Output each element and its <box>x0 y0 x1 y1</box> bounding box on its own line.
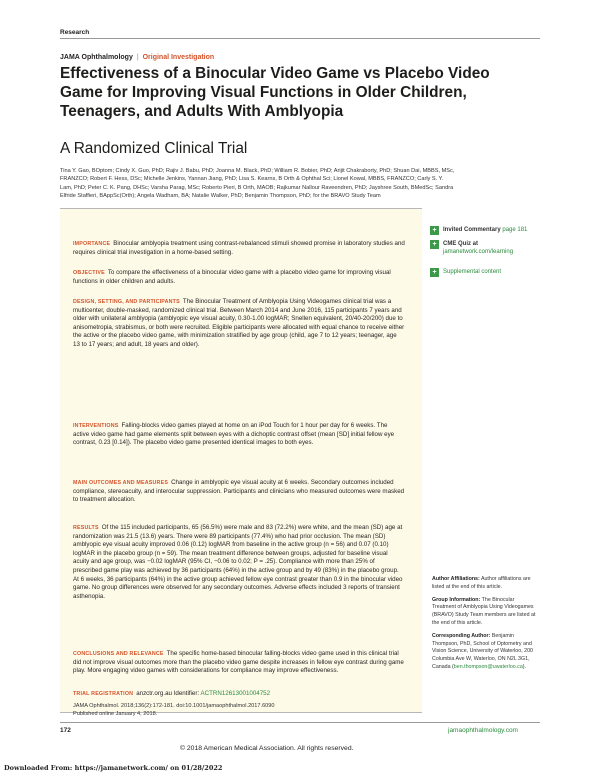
corresponding-author <box>432 633 536 672</box>
article-subtitle: A Randomized Clinical Trial <box>60 140 248 157</box>
corr-label: Corresponding Author: <box>432 632 491 639</box>
registration-heading: TRIAL REGISTRATION <box>73 691 134 697</box>
aff-label: Author Affiliations: <box>432 576 480 582</box>
abstract-registration <box>73 690 405 699</box>
abstract-outcomes <box>73 479 405 505</box>
importance-text: Binocular amblyopia treatment using contrast-rebalanced stimuli showed promise in laboratory studies and requires clinical trial investigation in a home-based setting. <box>73 240 405 256</box>
aff-text: Author affiliations are listed at the end of this article. <box>432 576 531 590</box>
supplemental-label[interactable]: Supplemental content <box>443 269 502 275</box>
affiliations-block <box>432 576 536 672</box>
abstract-results <box>73 524 405 601</box>
journal-name: JAMA Ophthalmology <box>60 54 133 61</box>
section-label: Research <box>60 29 90 36</box>
design-text: The Binocular Treatment of Amblyopia Using Videogames clinical trial was a multicenter, double-masked, randomized clinical trial. Between March 2014 and June 2016, 115 participants 7 years and older with unilateral amblyopia (amblyopic eye visual acuity, 0.30-1.00 logMAR; Snellen equivalent, 20/40-20/200) due to anisometropia, strabismus, or both were recruited. Eligible participants were allocated with equal chance to receive either the active or the placebo video game, with minimization stratified by age group (child, age 7 to 12 years; teenager, age 13 to 17 years; and adult, 18 years and older). <box>73 298 405 348</box>
objective-heading: OBJECTIVE <box>73 270 105 276</box>
registration-text: anzctr.org.au Identifier: <box>136 690 200 697</box>
conclusions-heading: CONCLUSIONS AND RELEVANCE <box>73 651 164 657</box>
registration-link[interactable]: ACTRN12613001004752 <box>200 690 271 697</box>
results-text: Of the 115 included participants, 65 (56.5%) were male and 83 (72.2%) were white, and the mean (SD) age at randomization was 21.5 (13.6) years. There were 89 participants (77.4%) who had prior occlusion. The mean (SD) amblyopic eye visual acuity improved 0.06 (0.12) logMAR from baseline in the active group (n = 56) and 0.07 (0.10) logMAR in the placebo group (n = 59). The mean treatment difference between groups, adjusted for baseline visual acuity and age group, was −0.02 logMAR (95% CI, −0.06 to 0.02; P = .25). Compliance with more than 25% of prescribed game play was achieved by 36 participants (64%) in the active group and by 49 (83%) in the placebo group. At 6 weeks, 36 participants (64%) in the active group achieved fellow eye contrast greater than 0.9 in the binocular video game. No group differences were observed for any secondary outcomes. Adverse effects included 3 reports of transient asthenopia. <box>73 524 403 600</box>
interventions-heading: INTERVENTIONS <box>73 423 119 429</box>
published-line: Published online January 4, 2018. <box>73 710 158 717</box>
abstract-conclusions <box>73 650 405 676</box>
abstract-interventions <box>73 422 405 448</box>
copyright-notice: © 2018 American Medical Association. All rights reserved. <box>180 745 354 752</box>
group-text: The Binocular Treatment of Amblyopia Using Videogames (BRAVO) Study Team members are listed at the end of this article. <box>432 596 536 626</box>
corr-email-link[interactable]: ben.thompson@uwaterloo.ca <box>453 663 523 670</box>
interventions-text: Falling-blocks video games played at home on an iPod Touch for 1 hour per day for 6 weeks. The active video game had game elements split between eyes with a dichoptic contrast offset (mean [SD] initial fellow eye contrast, 0.23 [0.14]). The placebo video game presented identical images to both eyes. <box>73 422 395 447</box>
conclusions-text: The specific home-based binocular falling-blocks video game used in this clinical trial did not improve visual outcomes more than the placebo video game despite increases in fellow eye contrast during game play. More engaging video games with considerations for compliance may improve effectiveness. <box>73 650 404 675</box>
plus-icon: + <box>430 268 439 277</box>
citation-line: JAMA Ophthalmol. 2018;136(2):172-181. doi:10.1001/jamaophthalmol.2017.6090 <box>73 703 275 709</box>
corr-text: Benjamin Thompson, PhD, School of Optometry and Vision Science, University of Waterloo, 200 Columbia Ave W, Waterloo, ON N2L 3G1, Canada ( <box>432 632 533 670</box>
invited-commentary-label: Invited Commentary <box>443 227 501 233</box>
journal-website-link[interactable]: jamaophthalmology.com <box>448 727 518 734</box>
plus-icon: + <box>430 240 439 249</box>
cme-quiz-text <box>443 240 513 257</box>
header-divider <box>60 38 540 39</box>
footer-divider <box>60 722 540 723</box>
abstract-box <box>60 208 422 713</box>
objective-text: To compare the effectiveness of a binocular video game with a placebo video game for improving visual functions in older children and adults. <box>73 269 391 285</box>
article-type: Original Investigation <box>142 54 215 61</box>
importance-heading: IMPORTANCE <box>73 241 111 247</box>
article-title: Effectiveness of a Binocular Video Game vs Placebo Video Game for Improving Visual Functions in Older Children, Teenagers, and Adults With Amblyopia <box>60 65 490 120</box>
corr-end: ). <box>522 663 527 670</box>
plus-icon: + <box>430 226 439 235</box>
invited-commentary-text <box>443 226 527 234</box>
results-heading: RESULTS <box>73 525 99 531</box>
outcomes-text: Change in amblyopic eye visual acuity at 6 weeks. Secondary outcomes included compliance, stereoacuity, and interocular suppression. Participants and clinicians who measured outcomes were masked to treatment allocation. <box>73 479 405 504</box>
journal-separator: | <box>136 54 139 61</box>
sidebar-links <box>430 226 542 286</box>
cme-quiz-link[interactable]: jamanetwork.com/learning <box>443 249 514 256</box>
invited-commentary-page[interactable]: page 181 <box>502 227 528 233</box>
citation-block <box>73 703 413 718</box>
download-stamp: Downloaded From: https://jamanetwork.com/ on 01/28/2022 <box>4 764 223 772</box>
design-heading: DESIGN, SETTING, AND PARTICIPANTS <box>73 299 180 305</box>
group-label: Group Information: <box>432 596 481 603</box>
abstract-objective <box>73 269 405 286</box>
page-number: 172 <box>60 727 71 734</box>
journal-line <box>60 54 214 61</box>
author-list: Tina Y. Gao, BOptom; Cindy X. Guo, PhD; Rajiv J. Babu, PhD; Joanna M. Black, PhD; William R. Bobier, PhD; Arijit Chakraborty, PhD; Shuan Dai, MBBS, MSc, FRANZCO; Robert F. Hess, DSc; Michelle Jenkins, Yannan Jiang, PhD; Lisa S. Kearns, B Orth & Ophthal Sci; Lionel Kowal, MBBS, FRANZCO; Carly S. Y. Lam, PhD; Peter C. K. Pang, DHSc; Varsha Parag, MSc; Roberto Pieri, B Orth, MAOB; Rajkumar Nallour Raveendren, PhD; Jayshree South, BMedSc; Sandra Elfride Staffieri, BAppSc(Orth); Angela Wadham, BA; Natalie Walker, PhD; Benjamin Thompson, PhD; for the BRAVO Study Team <box>60 168 455 200</box>
group-information <box>432 597 536 628</box>
outcomes-heading: MAIN OUTCOMES AND MEASURES <box>73 480 169 486</box>
abstract-importance <box>73 240 405 257</box>
author-affiliations <box>432 576 536 592</box>
abstract-design <box>73 298 405 350</box>
cme-quiz-label: CME Quiz at <box>443 241 479 247</box>
